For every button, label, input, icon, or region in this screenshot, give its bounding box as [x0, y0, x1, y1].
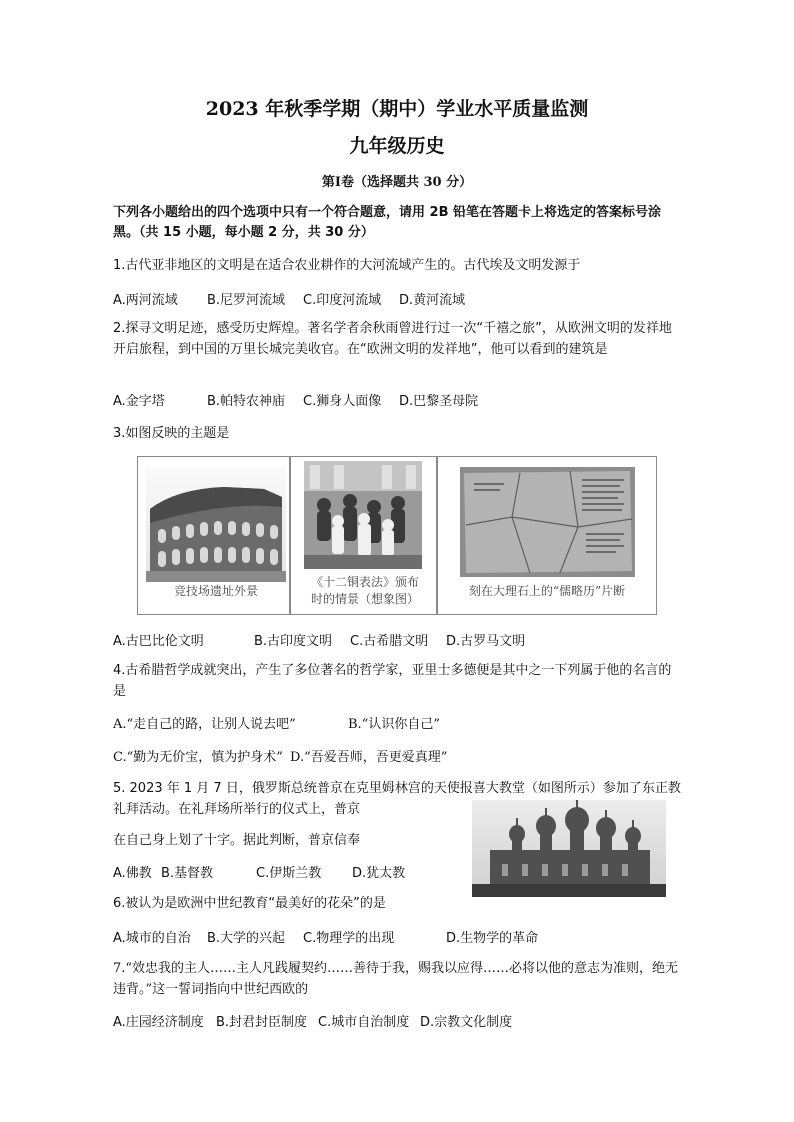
q1-option-b: B.尼罗河流域 [207, 293, 286, 308]
q2-option-c: C.狮身人面像 [303, 394, 382, 409]
question-6-stem: 6.被认为是欧洲中世纪教育“最美好的花朵”的是 [113, 896, 386, 911]
exam-title: 2023 年秋季学期（期中）学业水平质量监测 [205, 98, 589, 120]
q7-option-b: B.封君封臣制度 [216, 1015, 308, 1030]
q4-option-d: D.“吾爱吾师，吾更爱真理” [290, 750, 448, 765]
q6-option-d: D.生物学的革命 [446, 931, 539, 946]
q3-caption-3: 刻在大理石上的“儒略历”片断 [468, 584, 626, 598]
q3-caption-2-line2: 时的情景（想象图） [310, 592, 419, 606]
q5-option-d: D.犹太教 [352, 866, 406, 881]
cathedral-photo [472, 800, 666, 897]
panel-divider [289, 457, 291, 614]
question-5-stem-part2: 在自己身上划了十字。据此判断，普京信奉 [113, 833, 361, 848]
q7-option-c: C.城市自治制度 [318, 1015, 410, 1030]
q1-option-d: D.黄河流域 [399, 293, 466, 308]
question-2-stem: 2.探寻文明足迹，感受历史辉煌。著名学者余秋雨曾进行过一次“千禧之旅”，从欧洲文明的发祥地开启旅程，到中国的万里长城完美收官。在“欧洲文明的发祥地”，他可以看到的建筑是 [113, 321, 672, 357]
q3-caption-2-line1: 《十二铜表法》颁布 [310, 575, 419, 589]
section-heading: 第Ⅰ卷（选择题共 30 分） [321, 175, 473, 190]
q3-option-c: C.古希腊文明 [350, 634, 429, 649]
q6-option-a: A.城市的自治 [113, 931, 191, 946]
q5-option-a: A.佛教 [113, 866, 152, 881]
q7-option-d: D.宗教文化制度 [420, 1015, 513, 1030]
q3-option-b: B.古印度文明 [254, 634, 333, 649]
question-4-stem: 4.古希腊哲学成就突出，产生了多位著名的哲学家，亚里士多德便是其中之一下列属于他的名言的是 [113, 663, 672, 699]
q1-option-c: C.印度河流域 [303, 293, 382, 308]
q1-option-a: A.两河流域 [113, 293, 178, 308]
julian-calendar-photo [460, 467, 635, 577]
q4-option-c: C.“勤为无价宝，慎为护身术” [113, 750, 283, 765]
q3-caption-1: 竞技场遗址外景 [173, 584, 258, 598]
q7-option-a: A.庄园经济制度 [113, 1015, 204, 1030]
q5-option-b: B.基督教 [161, 866, 214, 881]
q6-option-c: C.物理学的出现 [303, 931, 395, 946]
question-3-stem: 3.如图反映的主题是 [113, 426, 230, 441]
question-7-stem: 7.“效忠我的主人……主人凡践履契约……善待于我，赐我以应得……必将以他的意志为准则，绝无违背。”这一誓词指向中世纪西欧的 [113, 961, 679, 997]
exam-subject: 九年级历史 [349, 135, 445, 157]
twelve-tables-illustration [304, 461, 422, 569]
q2-option-a: A.金字塔 [113, 394, 165, 409]
panel-divider [436, 457, 438, 614]
colosseum-photo [146, 467, 286, 582]
q3-option-a: A.古巴比伦文明 [113, 634, 204, 649]
q3-image-strip [137, 456, 657, 615]
q2-option-b: B.帕特农神庙 [207, 394, 286, 409]
instructions: 下列各小题给出的四个选项中只有一个符合题意，请用 2B 铅笔在答题卡上将选定的答案标号涂黑。（共 15 小题，每小题 2 分，共 30 分） [113, 205, 662, 240]
q5-option-c: C.伊斯兰教 [256, 866, 322, 881]
q3-option-d: D.古罗马文明 [446, 634, 526, 649]
question-5-stem-part1: 5. 2023 年 1 月 7 日，俄罗斯总统普京在克里姆林宫的天使报喜大教堂（如图所示）参加了东正教礼拜活动。在礼拜场所举行的仪式上，普京 [113, 781, 681, 817]
q4-option-a: A.“走自己的路，让别人说去吧” [113, 717, 296, 732]
q2-option-d: D.巴黎圣母院 [399, 394, 479, 409]
q6-option-b: B.大学的兴起 [207, 931, 286, 946]
q4-option-b: B.“认识你自己” [348, 717, 440, 732]
question-1-stem: 1.古代亚非地区的文明是在适合农业耕作的大河流域产生的。古代埃及文明发源于 [113, 258, 581, 273]
